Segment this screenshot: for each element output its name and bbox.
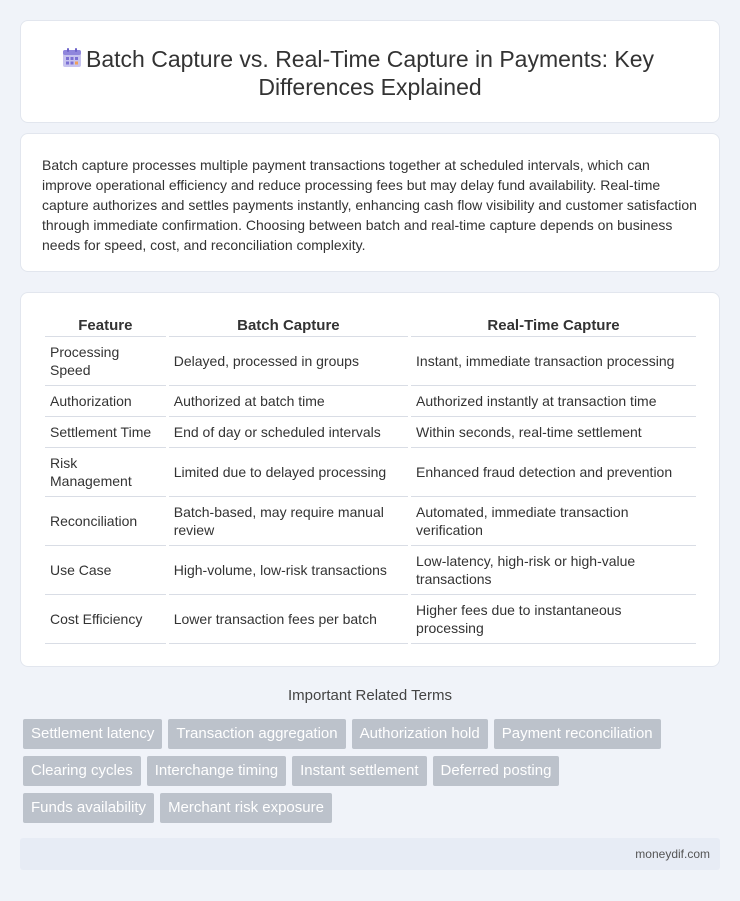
table-row bbox=[45, 497, 696, 546]
tag-authorization-hold[interactable]: Authorization hold bbox=[352, 719, 488, 749]
title-card bbox=[20, 20, 720, 123]
tag-payment-reconciliation[interactable]: Payment reconciliation bbox=[494, 719, 661, 749]
table-row bbox=[45, 337, 696, 386]
intro-paragraph: Batch capture processes multiple payment transactions together at scheduled intervals, which can improve operational efficiency and reduce processing fees but may delay fund availability. Real-time capture authorizes and settles payments instantly, enhancing cash flow visibility and customer satisfaction through immediate confirmation. Choosing between batch and real-time capture depends on business needs for speed, cost, and reconciliation complexity. bbox=[42, 157, 697, 253]
tag-deferred-posting[interactable]: Deferred posting bbox=[433, 756, 560, 786]
batch-cell: Batch-based, may require manual review bbox=[169, 497, 408, 546]
batch-cell: Authorized at batch time bbox=[169, 386, 408, 417]
batch-cell: Lower transaction fees per batch bbox=[169, 595, 408, 644]
real-time-cell: Low-latency, high-risk or high-value transactions bbox=[411, 546, 696, 595]
real-time-cell: Authorized instantly at transaction time bbox=[411, 386, 696, 417]
tag-row bbox=[23, 793, 713, 823]
tag-transaction-aggregation[interactable]: Transaction aggregation bbox=[168, 719, 345, 749]
tag-row bbox=[23, 756, 713, 786]
real-time-cell: Instant, immediate transaction processing bbox=[411, 337, 696, 386]
tag-interchange-timing[interactable]: Interchange timing bbox=[147, 756, 286, 786]
feature-cell: Settlement Time bbox=[45, 417, 166, 448]
batch-cell: End of day or scheduled intervals bbox=[169, 417, 408, 448]
table-header-row bbox=[45, 315, 696, 337]
batch-cell: High-volume, low-risk transactions bbox=[169, 546, 408, 595]
real-time-cell: Higher fees due to instantaneous processing bbox=[411, 595, 696, 644]
batch-cell: Limited due to delayed processing bbox=[169, 448, 408, 497]
tag-row bbox=[23, 719, 713, 749]
related-terms-list bbox=[23, 719, 713, 830]
table-row bbox=[45, 546, 696, 595]
table-row bbox=[45, 417, 696, 448]
feature-cell: Authorization bbox=[45, 386, 166, 417]
page-title: Batch Capture vs. Real-Time Capture in Payments: Key Differences Explained bbox=[86, 46, 654, 100]
table-row bbox=[45, 595, 696, 644]
header-feature: Feature bbox=[45, 315, 166, 337]
comparison-table bbox=[42, 315, 699, 644]
header-batch-capture: Batch Capture bbox=[169, 315, 408, 337]
tag-instant-settlement[interactable]: Instant settlement bbox=[292, 756, 426, 786]
real-time-cell: Enhanced fraud detection and prevention bbox=[411, 448, 696, 497]
footer-site-link[interactable]: moneydif.com bbox=[635, 847, 710, 861]
intro-card bbox=[20, 133, 720, 272]
feature-cell: Risk Management bbox=[45, 448, 166, 497]
feature-cell: Cost Efficiency bbox=[45, 595, 166, 644]
real-time-cell: Within seconds, real-time settlement bbox=[411, 417, 696, 448]
related-terms-heading: Important Related Terms bbox=[288, 687, 452, 704]
feature-cell: Processing Speed bbox=[45, 337, 166, 386]
tag-clearing-cycles[interactable]: Clearing cycles bbox=[23, 756, 141, 786]
table-row bbox=[45, 448, 696, 497]
footer bbox=[20, 838, 720, 870]
feature-cell: Use Case bbox=[45, 546, 166, 595]
tag-settlement-latency[interactable]: Settlement latency bbox=[23, 719, 162, 749]
real-time-cell: Automated, immediate transaction verification bbox=[411, 497, 696, 546]
comparison-card bbox=[20, 292, 720, 667]
feature-cell: Reconciliation bbox=[45, 497, 166, 546]
tag-funds-availability[interactable]: Funds availability bbox=[23, 793, 154, 823]
batch-cell: Delayed, processed in groups bbox=[169, 337, 408, 386]
table-row bbox=[45, 386, 696, 417]
header-real-time-capture: Real-Time Capture bbox=[411, 315, 696, 337]
tag-merchant-risk-exposure[interactable]: Merchant risk exposure bbox=[160, 793, 332, 823]
